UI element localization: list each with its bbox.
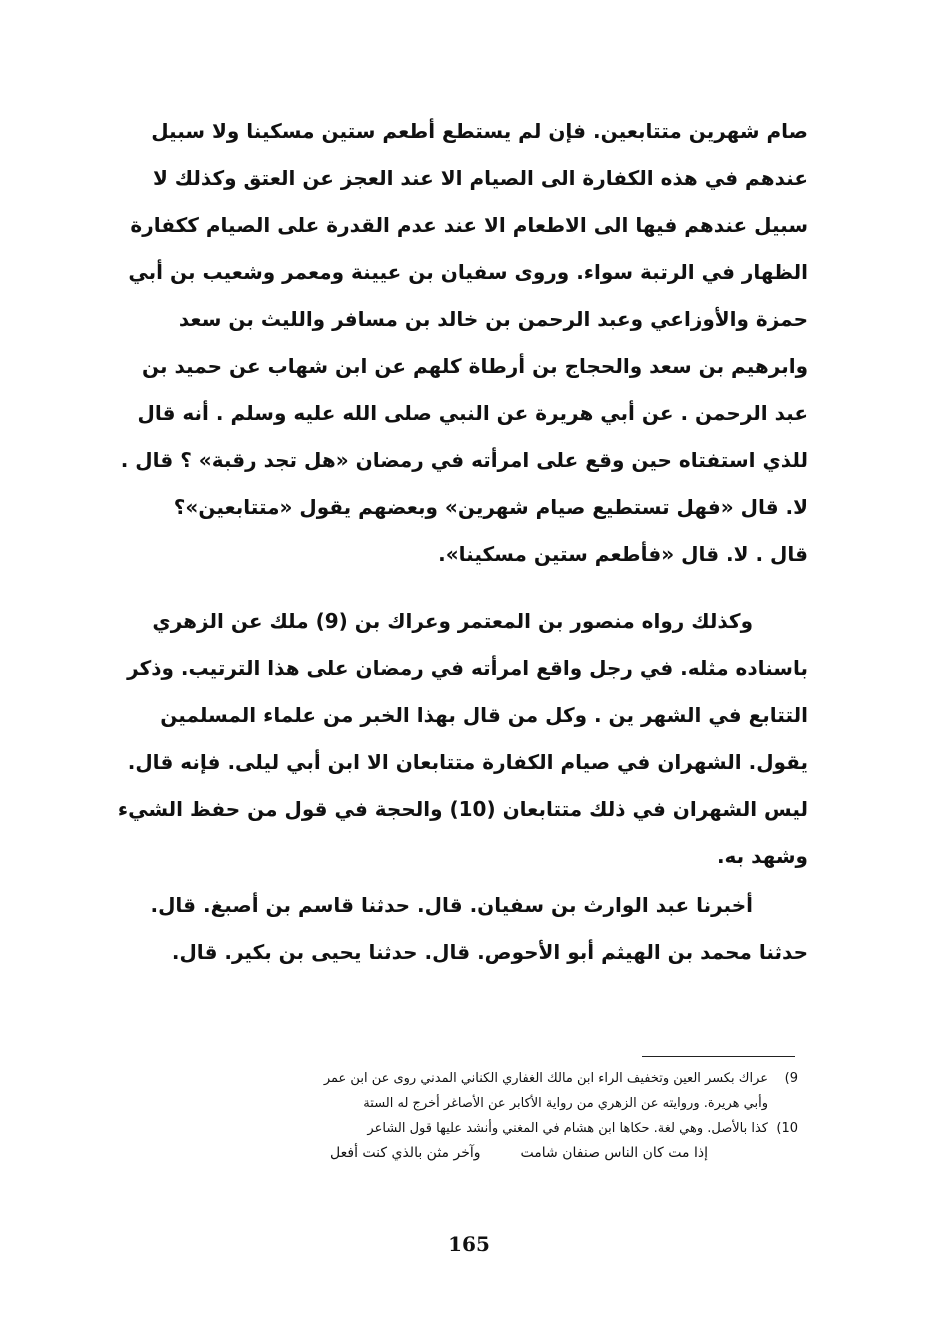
footnote-line: عراك بكسر العين وتخفيف الراء ابن مالك الغفاري الكناني المدني روى عن ابن عمر <box>323 1071 768 1086</box>
footnote-divider <box>642 1056 795 1057</box>
text-line: حمزة والأوزاعي وعبد الرحمن بن خالد بن مسافر والليث بن سعد <box>178 307 808 331</box>
text-line: قال . لا. قال «فأطعم ستين مسكينا». <box>438 542 808 566</box>
text-line: باسناده مثله. في رجل واقع امرأته في رمضان على هذا الترتيب. وذكر <box>127 656 808 680</box>
text-line: سبيل عندهم فيها الى الاطعام الا عند عدم القدرة على الصيام ككفارة <box>130 213 808 237</box>
verse-hemistich-2: وآخر مثن بالذي كنت أفعل <box>330 1145 481 1161</box>
paragraph-1 <box>120 108 808 578</box>
text-line: ليس الشهران في ذلك متتابعان (10) والحجة في قول من حفظ الشيء <box>117 797 808 821</box>
text-line: التتابع في الشهر ين . وكل من قال بهذا الخبر من علماء المسلمين <box>160 703 808 727</box>
footnote-number: (9 <box>784 1071 798 1086</box>
text-line: أخبرنا عبد الوارث بن سفيان. قال. حدثنا قاسم بن أصبغ. قال. <box>150 893 753 917</box>
text-line: وابرهيم بن سعد والحجاج بن أرطاة كلهم عن ابن شهاب عن حميد بن <box>142 354 808 378</box>
footnote-line: وأبي هريرة. وروايته عن الزهري من رواية الأكابر عن الأصاغر أخرج له الستة <box>363 1096 768 1111</box>
text-line: وكذلك رواه منصور بن المعتمر وعراك بن (9) ملك عن الزهري <box>152 609 753 633</box>
text-line: لا. قال «فهل تستطيع صيام شهرين» وبعضهم يقول «متتابعين»؟ <box>173 495 808 519</box>
text-line: صام شهرين متتابعين. فإن لم يستطع أطعم ستين مسكينا ولا سبيل <box>151 119 808 143</box>
footnote-10 <box>178 1116 798 1166</box>
text-line: الظهار في الرتبة سواء. وروى سفيان بن عيينة ومعمر وشعيب بن أبي <box>128 260 808 284</box>
footnote-9 <box>178 1066 798 1116</box>
footnote-line: كذا بالأصل. وهي لغة. حكاها ابن هشام في المغني وأنشد عليها قول الشاعر <box>367 1121 768 1136</box>
footnote-number: (10 <box>776 1121 798 1136</box>
text-line: للذي استفتاه حين وقع على امرأته في رمضان «هل تجد رقبة» ؟ قال . <box>120 448 808 472</box>
text-line: يقول. الشهران في صيام الكفارة متتابعان الا ابن أبي ليلى. فإنه قال. <box>127 750 808 774</box>
text-line: عبد الرحمن . عن أبي هريرة عن النبي صلى الله عليه وسلم . أنه قال <box>137 401 808 425</box>
footnotes <box>178 1066 798 1166</box>
text-line: عندهم في هذه الكفارة الى الصيام الا عند العجز عن العتق وكذلك لا <box>152 166 808 190</box>
verse-hemistich-1: إذا مت كان الناس صنفان شامت <box>520 1145 708 1161</box>
paragraph-2 <box>117 598 808 880</box>
poetry-verse <box>178 1141 768 1166</box>
page-number: 165 <box>448 1232 490 1256</box>
paragraph-3 <box>150 882 808 976</box>
text-line: وشهد به. <box>716 844 808 868</box>
text-line: حدثنا محمد بن الهيثم أبو الأحوص. قال. حدثنا يحيى بن بكير. قال. <box>171 940 808 964</box>
